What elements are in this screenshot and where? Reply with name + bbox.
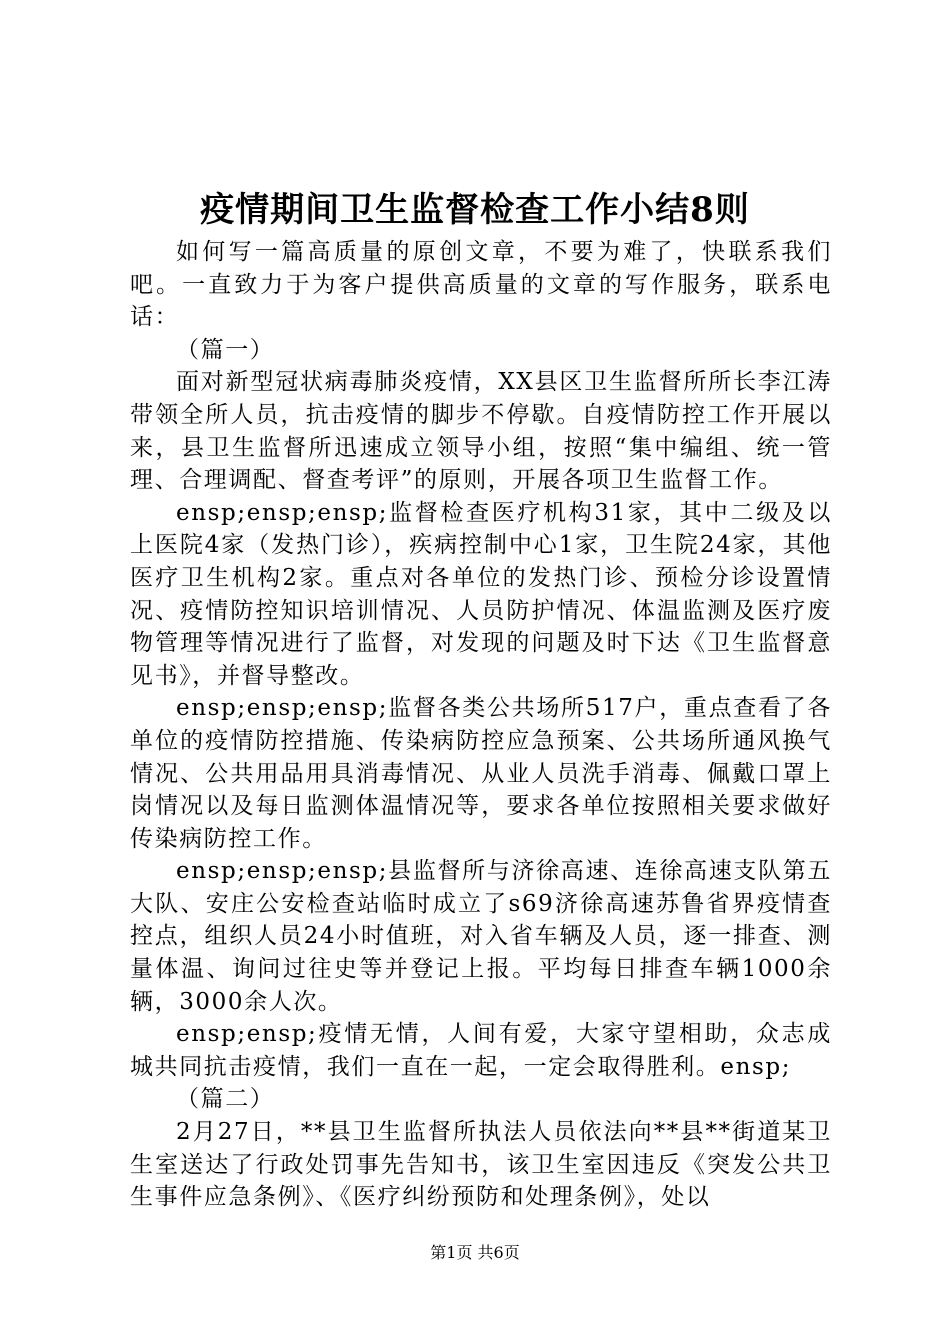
section-heading-1: （篇一）: [176, 336, 275, 363]
section-heading-2: （篇二）: [176, 1086, 275, 1113]
intro-paragraph: 如何写一篇高质量的原创文章，不要为难了，快联系我们吧。一直致力于为客户提供高质量的文章的写作服务，联系电话：: [130, 239, 832, 331]
document-title: 疫情期间卫生监督检查工作小结8则: [200, 190, 750, 230]
page-number-footer: 第1页 共6页: [430, 1243, 520, 1262]
body-paragraph: ensp;ensp;ensp;县监督所与济徐高速、连徐高速支队第五大队、安庄公安检查站临时成立了s69济徐高速苏鲁省界疫情查控点，组织人员24小时值班，对入省车辆及人员，逐一排查、测量体温、询问过往史等并登记上报。平均每日排查车辆1000余辆，3000余人次。: [130, 858, 832, 1015]
body-paragraph: 2月27日，**县卫生监督所执法人员依法向**县**街道某卫生室送达了行政处罚事先告知书，该卫生室因违反《突发公共卫生事件应急条例》、《医疗纠纷预防和处理条例》，处以: [130, 1119, 832, 1211]
body-paragraph: ensp;ensp;ensp;监督检查医疗机构31家，其中二级及以上医院4家（发热门诊），疾病控制中心1家，卫生院24家，其他医疗卫生机构2家。重点对各单位的发热门诊、预检分诊设置情况、疫情防控知识培训情况、人员防护情况、体温监测及医疗废物管理等情况进行了监督，对发现的问题及时下达《卫生监督意见书》，并督导整改。: [130, 499, 832, 689]
body-paragraph: 面对新型冠状病毒肺炎疫情，XX县区卫生监督所所长李江涛带领全所人员，抗击疫情的脚步不停歇。自疫情防控工作开展以来，县卫生监督所迅速成立领导小组，按照“集中编组、统一管理、合理调配、督查考评”的原则，开展各项卫生监督工作。: [130, 369, 832, 494]
document-body: [130, 236, 832, 1214]
body-paragraph: ensp;ensp;ensp;监督各类公共场所517户，重点查看了各单位的疫情防控措施、传染病防控应急预案、公共场所通风换气情况、公共用品用具消毒情况、从业人员洗手消毒、佩戴口罩上岗情况以及每日监测体温情况等，要求各单位按照相关要求做好传染病防控工作。: [130, 695, 832, 852]
body-paragraph: ensp;ensp;疫情无情，人间有爱，大家守望相助，众志成城共同抗击疫情，我们一直在一起，一定会取得胜利。ensp;: [130, 1021, 832, 1080]
